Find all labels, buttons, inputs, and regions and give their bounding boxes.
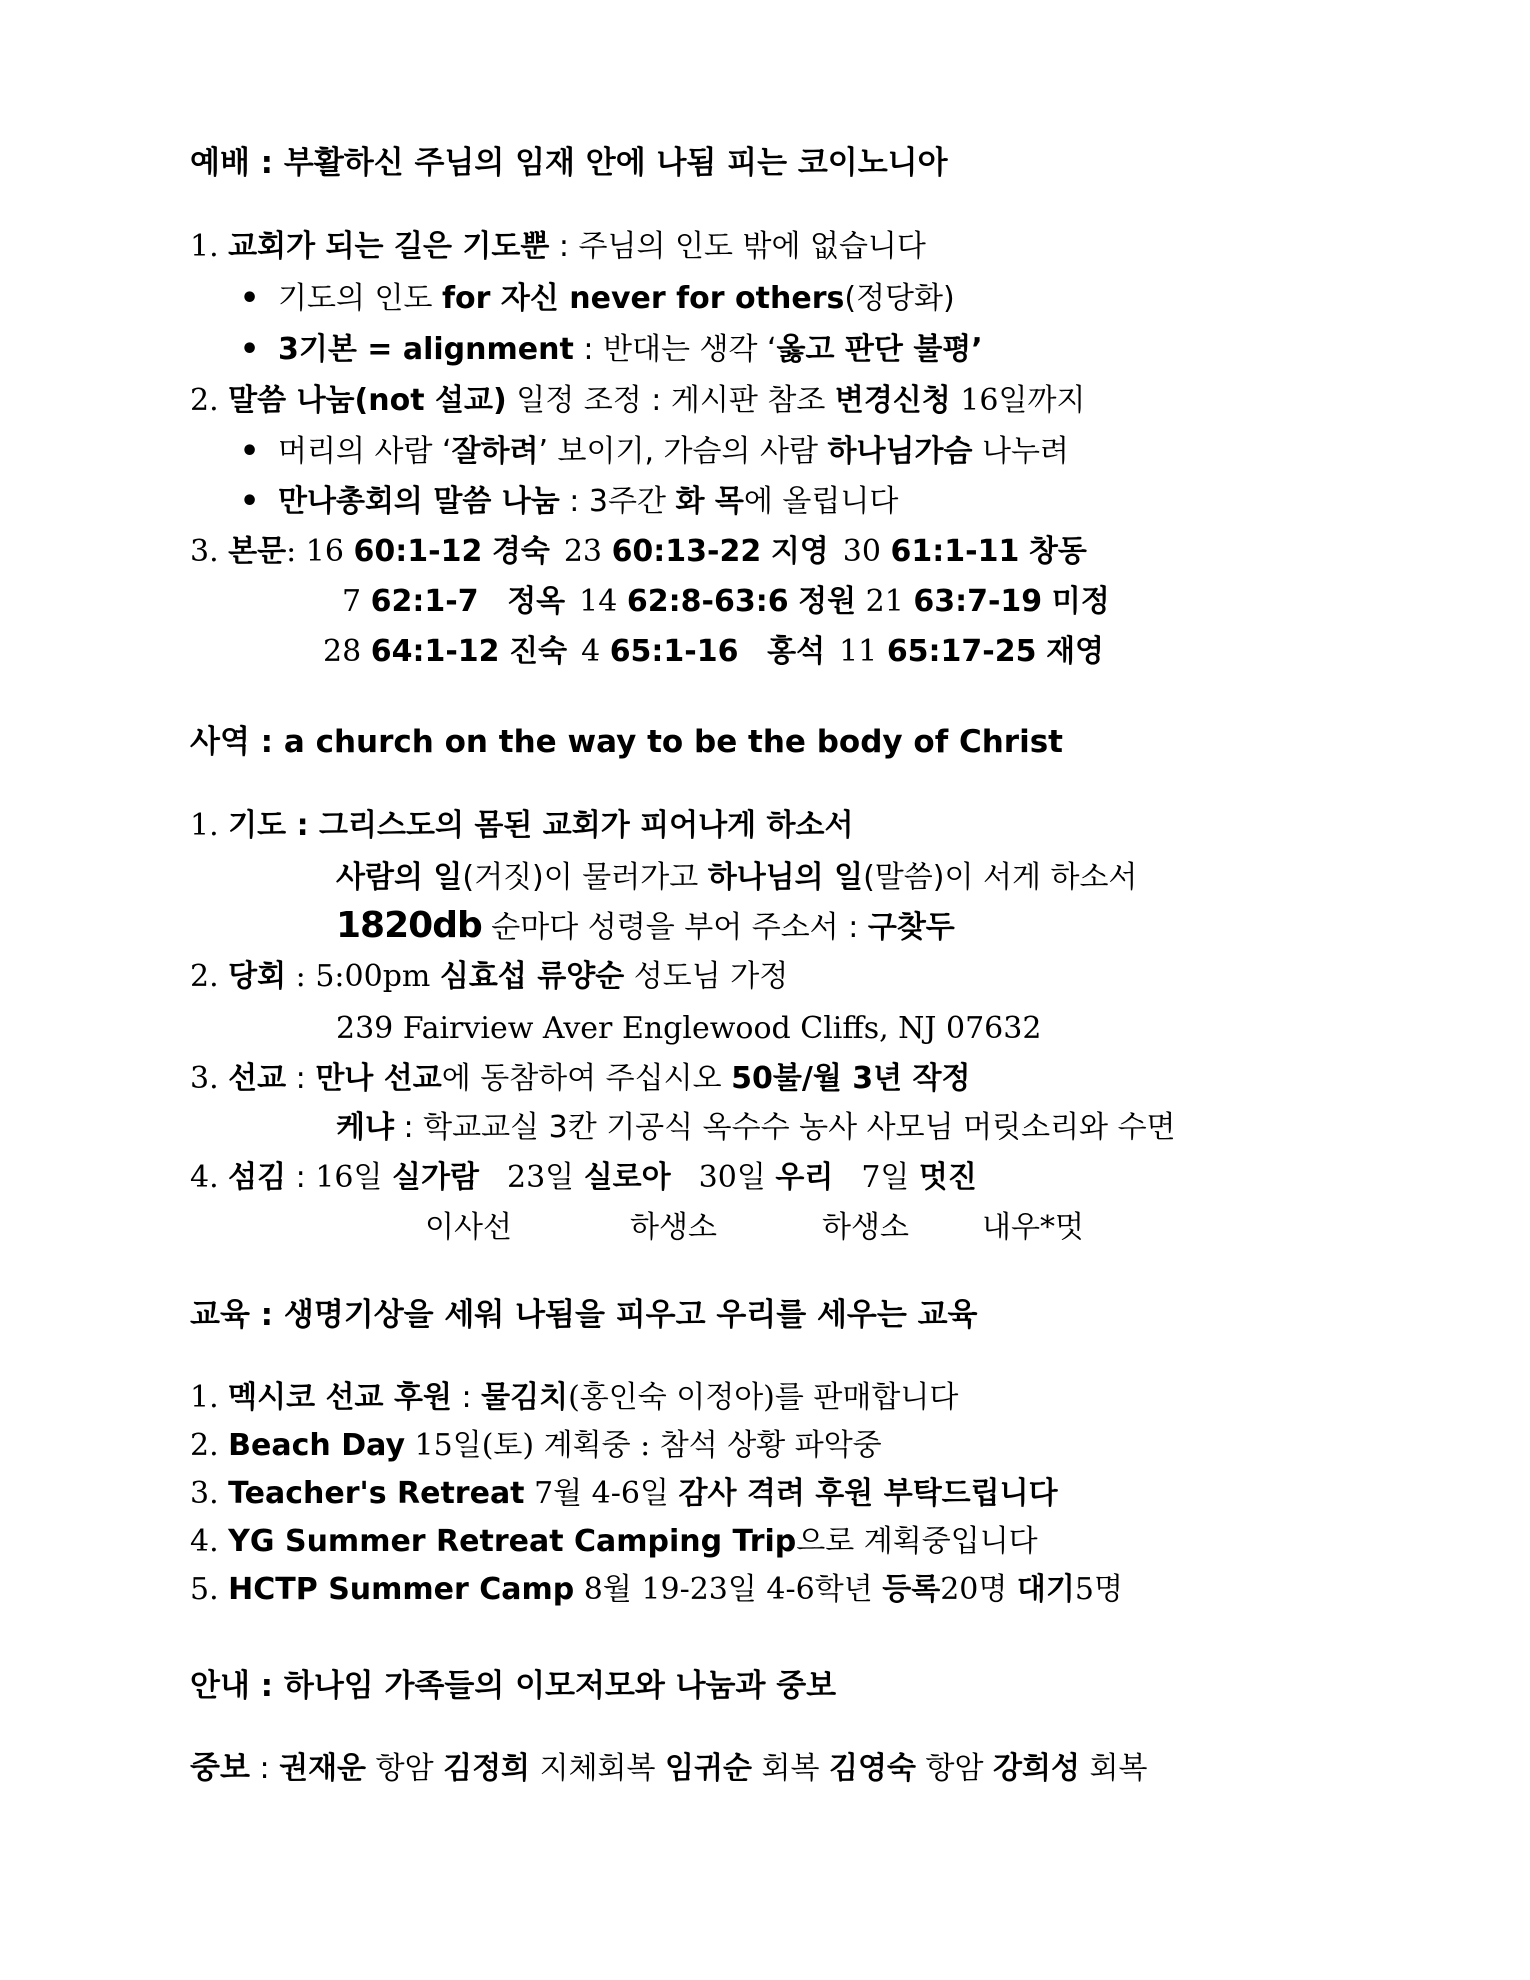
worship-heading: 예배 : 부활하신 주님의 임재 안에 나됨 피는 코이노니아 [190,145,948,181]
bullet-icon: • [240,281,260,316]
worship-item-2: 2. 말씀 나눔(not 설교) 일정 조정 : 게시판 참조 변경신청 16일까지 [190,383,1086,418]
bullet-icon: • [240,332,260,367]
education-item-2: 2. Beach Day 15일(토) 계획중 : 참석 상황 파악중 [190,1428,882,1463]
bullet-icon: • [240,434,260,469]
worship-bullet-3: • 머리의 사람 ‘잘하려’ 보이기, 가슴의 사람 하나님가슴 나누려 [240,432,1069,472]
education-item-4: 4. YG Summer Retreat Camping Trip으로 계획중입니다 [190,1524,1038,1559]
education-item-3: 3. Teacher's Retreat 7월 4-6일 감사 격려 후원 부탁드립니다 [190,1476,1058,1511]
reading-row-3: 28 64:1-12 진숙 4 65:1-16 홍석 11 65:17-25 재영 [323,634,1105,669]
ministry-item-4: 4. 섬김 : 16일 실가람 23일 실로아 30일 우리 7일 멋진 [190,1160,977,1195]
mission-line-2: 케냐 : 학교교실 3칸 기공식 옥수수 농사 사모님 머릿소리와 수면 [336,1110,1176,1145]
service-name-1: 이사선 [425,1210,512,1245]
intercession-line: 중보 : 권재운 항암 김정희 지체회복 임귀순 회복 김영숙 항암 강희성 회복 [190,1750,1148,1786]
ministry-item-1: 1. 기도 : 그리스도의 몸된 교회가 피어나게 하소서 [190,808,854,843]
worship-bullet-2: • 3기본 = alignment : 반대는 생각 ‘옳고 판단 불평’ [240,330,983,370]
service-name-4: 내우*멋 [982,1210,1084,1245]
education-item-1: 1. 멕시코 선교 후원 : 물김치(홍인숙 이정아)를 판매합니다 [190,1380,959,1415]
ministry-heading: 사역 : a church on the way to be the body of Christ [190,724,1063,760]
service-name-3: 하생소 [822,1210,909,1245]
session-address: 239 Fairview Aver Englewood Cliffs, NJ 07632 [336,1011,1042,1046]
education-heading: 교육 : 생명기상을 세워 나됨을 피우고 우리를 세우는 교육 [190,1297,978,1333]
bullet-icon: • [240,484,260,519]
worship-item-3: 3. 본문: 16 60:1-12 경숙 23 60:13-22 지영 30 61:1-11 창동 [190,534,1087,569]
prayer-line-2: 사람의 일(거짓)이 물러가고 하나님의 일(말씀)이 서게 하소서 [336,860,1138,895]
ministry-item-2: 2. 당회 : 5:00pm 심효섭 류양순 성도님 가정 [190,959,789,994]
worship-item-1: 1. 교회가 되는 길은 기도뿐 : 주님의 인도 밖에 없습니다 [190,229,926,264]
education-item-5: 5. HCTP Summer Camp 8월 19-23일 4-6학년 등록20명 대기5명 [190,1572,1123,1607]
worship-bullet-1: • 기도의 인도 for 자신 never for others(정당화) [240,279,955,319]
notice-heading: 안내 : 하나임 가족들의 이모저모와 나눔과 중보 [190,1668,837,1704]
service-name-2: 하생소 [630,1210,717,1245]
prayer-line-3: 1820db 순마다 성령을 부어 주소서 : 구찾두 [336,905,955,946]
worship-bullet-4: • 만나총회의 말씀 나눔 : 3주간 화 목에 올립니다 [240,482,898,522]
reading-row-2: 7 62:1-7 정옥 14 62:8-63:6 정원 21 63:7-19 미정 [342,584,1110,619]
ministry-item-3: 3. 선교 : 만나 선교에 동참하여 주십시오 50불/월 3년 작정 [190,1061,971,1096]
